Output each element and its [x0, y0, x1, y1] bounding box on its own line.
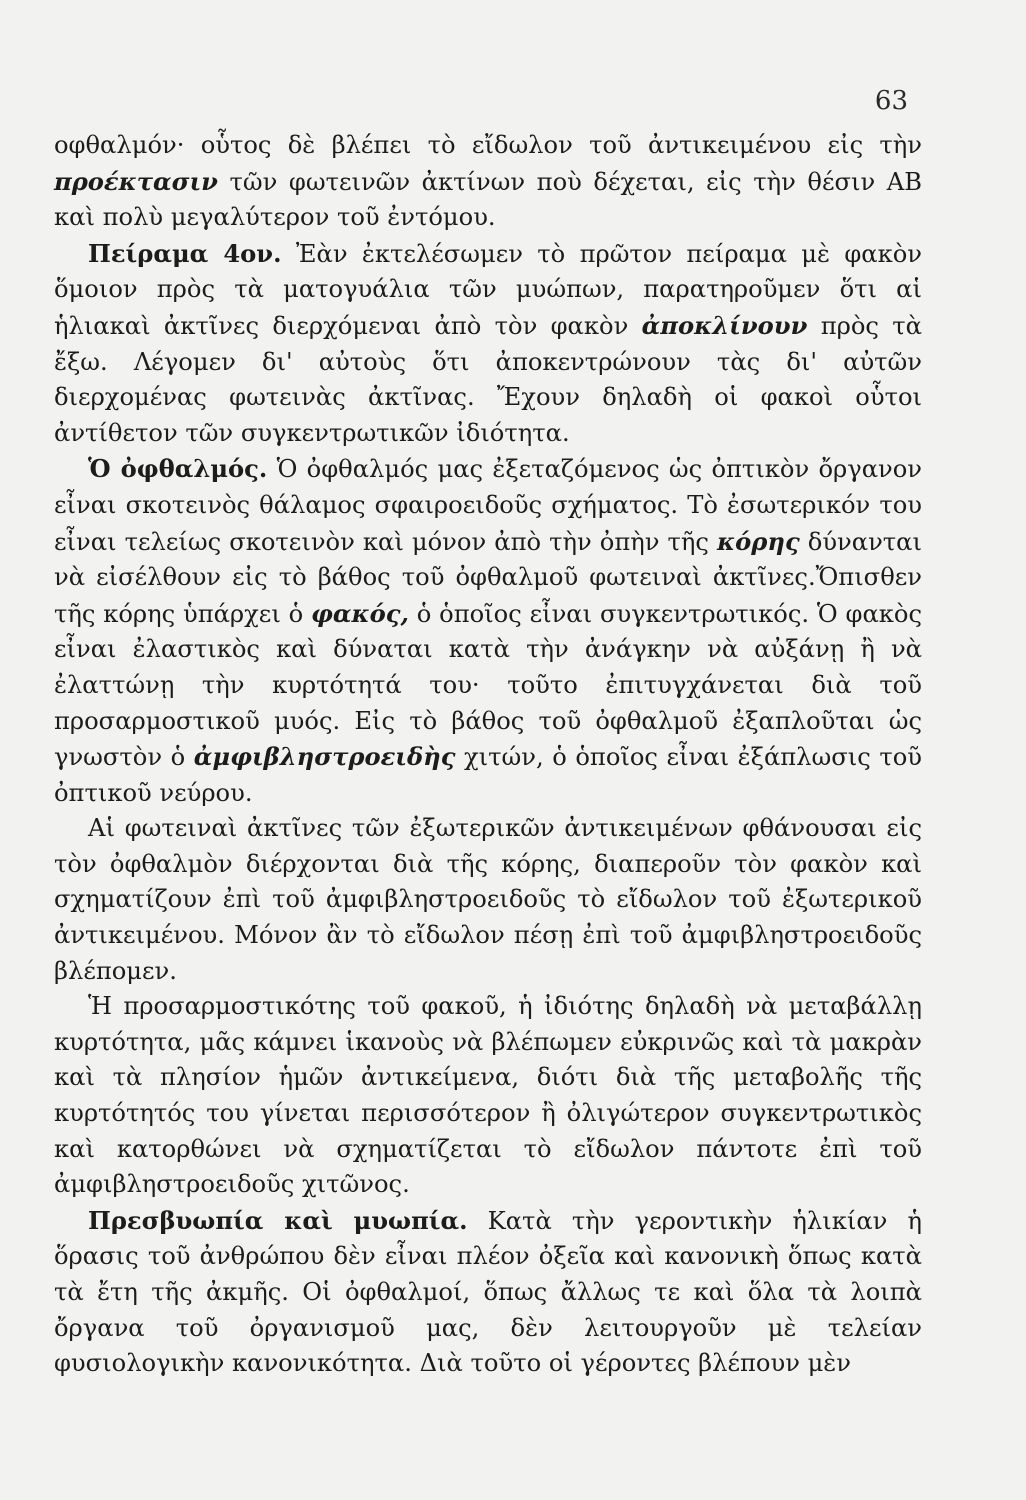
- paragraph-p6: [54, 1203, 922, 1382]
- paragraph-p5: [54, 989, 922, 1203]
- paragraph-p4: [54, 811, 922, 989]
- emphasized-term: ἀποκλίνουν: [641, 310, 808, 340]
- emphasized-term: προέκτασιν: [54, 166, 218, 196]
- text-run: Ὁ ὀφθαλμός μας ἐξεταζόμενος ὡς ὀπτικὸν ὄργανον εἶναι σκοτεινὸς θάλαμος σφαιροειδοῦς σχήματος. Τὸ ἐσωτερικόν του εἶναι τελείως σκοτεινὸν καὶ μόνον ἀπὸ τὴν ὀπὴν τῆς: [54, 455, 922, 556]
- emphasized-term: κόρης: [717, 526, 800, 556]
- paragraph-p1: [54, 128, 922, 236]
- paragraph-p3: [54, 451, 922, 811]
- text-run: Αἱ φωτειναὶ ἀκτῖνες τῶν ἐξωτερικῶν ἀντικειμένων φθάνουσαι εἰς τὸν ὀφθαλμὸν διέρχονται διὰ τῆς κόρης, διαπεροῦν τὸν φακὸν καὶ σχηματίζουν ἐπὶ τοῦ ἀμφιβληστροειδοῦς τὸ εἴδωλον τοῦ ἐξωτερικοῦ ἀντικειμένου. Μόνον ἂν τὸ εἴδωλον πέσῃ ἐπὶ τοῦ ἀμφιβληστροειδοῦς βλέπομεν.: [54, 814, 922, 985]
- section-heading: Πείραμα 4ον.: [88, 238, 282, 268]
- text-run: πρὸς τὰ ἔξω. Λέγομεν δι' αὐτοὺς ὅτι ἀποκεντρώνουν τὰς δι' αὐτῶν διερχομένας φωτεινὰς ἀκτῖνας. Ἔχουν δηλαδὴ οἱ φακοὶ οὗτοι ἀντίθετον τῶν συγκεντρωτικῶν ἰδιότητα.: [54, 311, 922, 447]
- text-run: Κατὰ τὴν γεροντικὴν ἡλικίαν ἡ ὅρασις τοῦ ἀνθρώπου δὲν εἶναι πλέον ὀξεῖα καὶ κανονικὴ ὅπως κατὰ τὰ ἔτη τῆς ἀκμῆς. Οἱ ὀφθαλμοί, ὅπως ἄλλως τε καὶ ὅλα τὰ λοιπὰ ὄργανα τοῦ ὀργανισμοῦ μας, δὲν λειτουργοῦν μὲ τελείαν φυσιολογικὴν κανονικότητα. Διὰ τοῦτο οἱ γέροντες βλέπουν μὲν: [54, 1206, 922, 1378]
- emphasized-term: φακός,: [311, 598, 409, 628]
- text-run: δύνανται νὰ εἰσέλθουν εἰς τὸ βάθος τοῦ ὀφθαλμοῦ φωτειναὶ ἀκτῖνες.Ὄπισθεν τῆς κόρης ὑπάρχει ὁ: [54, 527, 922, 628]
- text-run: τῶν φωτεινῶν ἀκτίνων ποὺ δέχεται, εἰς τὴν θέσιν ΑΒ καὶ πολὺ μεγαλύτερον τοῦ ἐντόμου.: [54, 167, 922, 232]
- body-text: [54, 128, 922, 1382]
- emphasized-term: ἀμφιβληστροειδὴς: [193, 742, 456, 772]
- section-heading: Ὁ ὀφθαλμός.: [88, 454, 268, 484]
- paragraph-p2: [54, 236, 922, 452]
- text-run: οφθαλμόν· οὗτος δὲ βλέπει τὸ εἴδωλον τοῦ ἀντικειμένου εἰς τὴν: [54, 131, 922, 159]
- text-run: Ἡ προσαρμοστικότης τοῦ φακοῦ, ἡ ἰδιότης δηλαδὴ νὰ μεταβάλλῃ κυρτότητα, μᾶς κάμνει ἱκανοὺς νὰ βλέπωμεν εὐκρινῶς καὶ τὰ μακρὰν καὶ τὰ πλησίον ἡμῶν ἀντικείμενα, διότι διὰ τῆς μεταβολῆς τῆς κυρτότητός του γίνεται περισσότερον ἢ ὀλιγώτερον συγκεντρωτικὸς καὶ κατορθώνει νὰ σχηματίζεται τὸ εἴδωλον πάντοτε ἐπὶ τοῦ ἀμφιβληστροειδοῦς χιτῶνος.: [54, 992, 922, 1199]
- page-number: 63: [874, 86, 908, 116]
- text-run: ὁ ὁποῖος εἶναι συγκεντρωτικός. Ὁ φακὸς εἶναι ἐλαστικὸς καὶ δύναται κατὰ τὴν ἀνάγκην νὰ αὐξάνῃ ἢ νὰ ἐλαττώνῃ τὴν κυρτότητά του· τοῦτο ἐπιτυγχάνεται διὰ τοῦ προσαρμοστικοῦ μυός. Εἰς τὸ βάθος τοῦ ὀφθαλμοῦ ἐξαπλοῦται ὡς γνωστὸν ὁ: [54, 599, 922, 772]
- text-run: χιτών, ὁ ὁποῖος εἶναι ἐξάπλωσις τοῦ ὀπτικοῦ νεύρου.: [54, 743, 922, 807]
- section-heading: Πρεσβυωπία καὶ μυωπία.: [88, 1205, 468, 1235]
- text-run: Ἐὰν ἐκτελέσωμεν τὸ πρῶτον πείραμα μὲ φακὸν ὅμοιον πρὸς τὰ ματογυάλια τῶν μυώπων, παρατηροῦμεν ὅτι αἱ ἡλιακαὶ ἀκτῖνες διερχόμεναι ἀπὸ τὸν φακὸν: [54, 239, 922, 340]
